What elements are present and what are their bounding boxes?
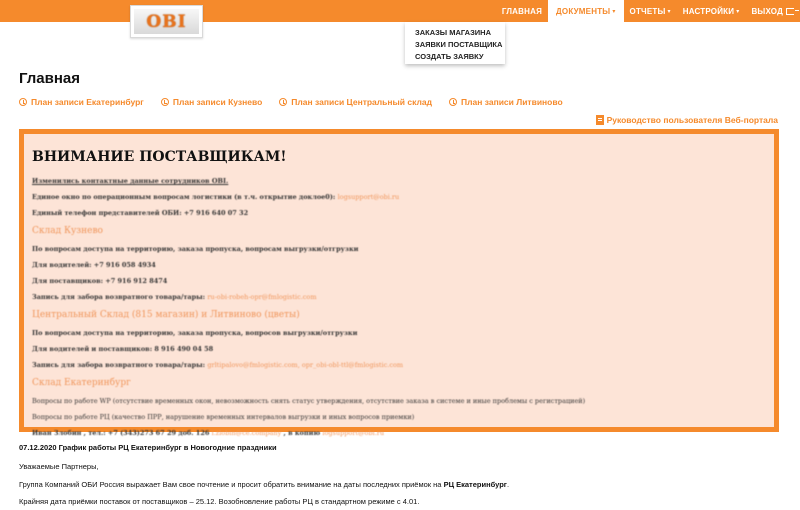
dropdown-create-request[interactable]: СОЗДАТЬ ЗАЯВКУ <box>415 52 484 61</box>
nav-settings-label: НАСТРОЙКИ <box>682 6 735 16</box>
notice-text: Единое окно по операционным вопросам логистики (в т.ч. открытие доклое0): <box>32 193 338 201</box>
notice-line: Для поставщиков: +7 916 912 8474 <box>32 277 168 285</box>
nav-reports-label: ОТЧЕТЫ <box>629 6 666 16</box>
nav-logout[interactable] <box>745 0 800 22</box>
nav-documents[interactable] <box>548 0 624 22</box>
supplier-notice <box>19 129 779 437</box>
email-link[interactable]: ru-obi-robeh-opr@fmlogistic.com <box>207 293 317 301</box>
book-icon <box>596 115 604 125</box>
news-paragraph <box>19 480 509 489</box>
notice-line: Вопросы по работе РЦ (качество ПРР, нарушение временных интервалов выгрузки и иных вопросов приемки) <box>32 413 415 421</box>
chevron-down-icon: ▾ <box>612 8 616 15</box>
documents-dropdown <box>405 22 505 64</box>
news-title: 07.12.2020 График работы РЦ Екатеринбург в Новогодние праздники <box>19 443 277 452</box>
logo-text: OBI <box>146 11 187 32</box>
notice-line: По вопросам доступа на территорию, заказа пропуска, вопросам выгрузки/отгрузки <box>32 245 359 253</box>
notice-line: Для водителей и поставщиков: 8 916 490 04 58 <box>32 345 214 353</box>
clock-icon <box>19 98 27 106</box>
news-paragraph: Крайняя дата приёмки поставок от поставщиков – 25.12. Возобновление работы РЦ в стандартном режиме с 4.01. <box>19 497 420 506</box>
user-guide-label: Руководство пользователя Веб-портала <box>606 115 778 125</box>
news-greeting: Уважаемые Партнеры, <box>19 462 99 471</box>
email-link[interactable]: i.zlobin@ce.company <box>211 429 282 437</box>
nav-home-label: ГЛАВНАЯ <box>501 6 543 16</box>
nav-documents-label: ДОКУМЕНТЫ <box>556 6 611 16</box>
notice-heading: Склад Екатеринбург <box>32 378 131 388</box>
page-title: Главная <box>19 70 81 87</box>
clock-icon <box>279 98 287 106</box>
plan-link-label: План записи Екатеринбург <box>31 97 144 107</box>
plan-links <box>19 97 580 107</box>
plan-link-label: План записи Литвиново <box>461 97 563 107</box>
notice-line <box>32 189 774 205</box>
logo-plate <box>134 9 199 34</box>
main-nav <box>496 0 800 22</box>
obi-logo[interactable] <box>130 5 203 38</box>
plan-link-kuznevo[interactable] <box>161 97 262 107</box>
notice-line <box>32 289 774 305</box>
notice-line: Изменились контактные данные сотрудников OBI. <box>32 177 229 185</box>
clock-icon <box>161 98 169 106</box>
notice-heading: Склад Кузнево <box>32 226 103 236</box>
nav-settings[interactable] <box>677 0 746 22</box>
dropdown-store-orders[interactable]: ЗАКАЗЫ МАГАЗИНА <box>415 28 492 37</box>
nav-logout-label: ВЫХОД <box>751 6 783 16</box>
notice-title: ВНИМАНИЕ ПОСТАВЩИКАМ! <box>32 149 287 165</box>
notice-line: По вопросам доступа на территорию, заказа пропуска, вопросов выгрузки/отгрузки <box>32 329 358 337</box>
chevron-down-icon: ▾ <box>667 8 671 15</box>
clock-icon <box>449 98 457 106</box>
notice-text: Запись для забора возвратного товара/тары: <box>32 361 208 369</box>
logout-icon <box>786 8 794 15</box>
notice-line: Для водителей: +7 916 058 4934 <box>32 261 156 269</box>
notice-line <box>32 425 774 441</box>
plan-link-label: План записи Центральный склад <box>291 97 432 107</box>
plan-link-central-warehouse[interactable] <box>279 97 432 107</box>
notice-line: Единый телефон представителей ОБИ: +7 916 640 07 32 <box>32 209 249 217</box>
plan-link-label: План записи Кузнево <box>172 97 263 107</box>
notice-text: , в копию <box>281 429 323 437</box>
email-link[interactable]: logsupport@obi.ru <box>322 429 385 437</box>
email-link[interactable]: logsupport@obi.ru <box>337 193 400 201</box>
email-link[interactable]: grltipalovo@fmlogistic.com, opr_obi-obl-ttl@fmlogistic.com <box>207 361 404 369</box>
dropdown-supplier-requests[interactable]: ЗАЯВКИ ПОСТАВЩИКА <box>415 40 503 49</box>
notice-text: Иван Злобин , тел.: +7 (343)273 67 29 доб. 126 <box>32 429 212 437</box>
user-guide-link[interactable] <box>596 115 778 125</box>
plan-link-ekaterinburg[interactable] <box>19 97 144 107</box>
notice-heading: Центральный Склад (815 магазин) и Литвиново (цветы) <box>32 310 300 320</box>
notice-line: Вопросы по работе WP (отсутствие временных окон, невозможность снять статус утверждения, отсутствие заказа в системе и иные проблемы с регистрацией) <box>32 397 586 405</box>
news-text: Группа Компаний ОБИ Россия выражает Вам свое почтение и просит обратить внимание на даты последних приёмок на <box>19 480 444 489</box>
chevron-down-icon: ▾ <box>736 8 740 15</box>
plan-link-litvinovo[interactable] <box>449 97 563 107</box>
nav-home[interactable] <box>496 0 548 22</box>
nav-reports[interactable] <box>624 0 677 22</box>
notice-line <box>32 357 774 373</box>
notice-text: Запись для забора возвратного товара/тары: <box>32 293 208 301</box>
news-bold-text: РЦ Екатеринбург <box>443 480 507 489</box>
news-text: . <box>506 480 510 489</box>
